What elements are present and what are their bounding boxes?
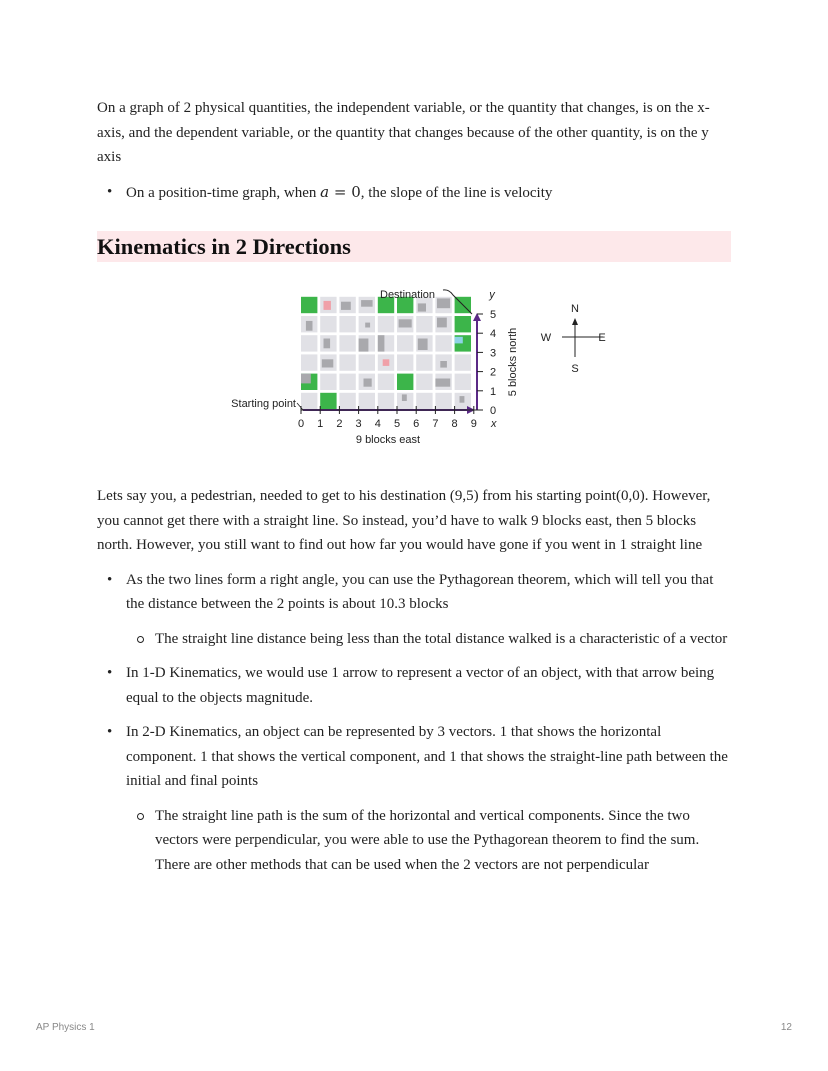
building — [301, 374, 311, 384]
building — [341, 302, 351, 310]
x-tick-label: 0 — [297, 418, 305, 430]
intro-list — [97, 180, 731, 206]
sub-list-2 — [97, 804, 731, 878]
x-tick-label: 8 — [451, 418, 458, 430]
grid-block — [416, 316, 432, 332]
grid-block — [416, 393, 432, 409]
grid-block — [378, 393, 394, 409]
x-axis-variable: x — [491, 418, 497, 430]
compass-s: S — [571, 363, 579, 375]
y-tick-label: 2 — [489, 366, 497, 379]
grid-block — [435, 335, 451, 351]
y-tick-label: 3 — [489, 347, 497, 360]
body-list — [97, 568, 731, 617]
grid-block — [320, 316, 336, 332]
grid-block — [378, 316, 394, 332]
y-tick-label: 0 — [489, 405, 497, 417]
park-block — [397, 374, 413, 390]
vector-characteristic-subbullet: The straight line distance being less than the total distance walked is a characteristic of a vector — [97, 627, 731, 652]
y-axis-variable: y — [489, 289, 495, 301]
city-grid-figure — [97, 283, 731, 479]
park-block — [301, 297, 317, 313]
math-variable: a — [320, 182, 330, 201]
y-tick-label: 1 — [489, 385, 497, 398]
intro-paragraph: On a graph of 2 physical quantities, the independent variable, or the quantity that changes, is on the x-axis, and the dependent variable, or the quantity that changes because of the other quantity, is on the y axis — [97, 100, 710, 165]
x-tick-label: 9 — [470, 418, 477, 430]
grid-block — [339, 374, 355, 390]
building — [460, 396, 465, 403]
footer-page-number: 12 — [780, 1022, 792, 1033]
compass-north-arrow-icon — [572, 318, 578, 325]
x-tick-label: 4 — [374, 418, 381, 430]
grid-block — [320, 374, 336, 390]
y-tick-label: 4 — [489, 328, 497, 341]
grid-block — [339, 354, 355, 370]
building — [435, 379, 450, 387]
x-tick-label: 3 — [355, 418, 362, 430]
building — [365, 323, 370, 328]
x-tick-label: 2 — [336, 418, 343, 430]
body-paragraph: Lets say you, a pedestrian, needed to get to his destination (9,5) from his starting point(0,0). However, you cannot get there with a straight line. So instead, you’d have to walk 9 blocks east, then 5 blocks north. However, you still want to find out how far you would have gone if you went in 1 straight line — [97, 488, 711, 553]
compass-n: N — [571, 303, 579, 315]
y-axis — [477, 309, 496, 417]
starting-point-label: Starting point — [231, 398, 296, 410]
building — [306, 321, 313, 331]
vector-sum-subbullet: The straight line path is the sum of the horizontal and vertical components. Since the two vectors were perpendicular, you were able to use the Pythagorean theorem to find the sum. There are other methods that can be used when the 2 vectors are not perpendicular — [97, 804, 731, 878]
x-axis-caption: 9 blocks east — [355, 434, 421, 446]
destination-label: Destination — [380, 289, 436, 301]
intro-bullet — [97, 180, 731, 206]
building — [324, 339, 331, 349]
grid-block — [416, 374, 432, 390]
grid-block — [359, 354, 375, 370]
body-list-2 — [97, 661, 731, 710]
building — [361, 300, 373, 307]
two-d-kinematics-bullet: • In 2-D Kinematics, an object can be represented by 3 vectors. 1 that shows the horizontal component. 1 that shows the vertical component, and 1 that shows the straight-line path between the initial and final points — [97, 720, 731, 794]
compass-w: W — [540, 332, 552, 344]
grid-block — [301, 393, 317, 409]
body-list-3 — [97, 720, 731, 794]
compass-rose — [541, 303, 606, 375]
bullet-text-after: , the slope of the line is velocity — [360, 184, 553, 201]
building — [383, 359, 390, 366]
grid-block — [455, 354, 471, 370]
grid-block — [397, 354, 413, 370]
grid-block — [435, 393, 451, 409]
grid-block — [455, 374, 471, 390]
building — [378, 335, 385, 351]
bullet-text-before: On a position-time graph, when — [126, 184, 321, 201]
grid-block — [301, 354, 317, 370]
x-tick-label: 6 — [413, 418, 420, 430]
x-axis — [298, 406, 479, 430]
section-heading: Kinematics in 2 Directions — [97, 231, 731, 262]
compass-e: E — [598, 332, 606, 344]
building — [364, 379, 372, 387]
sub-list-1 — [97, 627, 731, 652]
y-axis-caption: 5 blocks north — [507, 327, 519, 397]
grid-block — [416, 354, 432, 370]
grid-block — [359, 393, 375, 409]
page-content — [97, 96, 731, 877]
x-tick-label: 5 — [393, 418, 401, 430]
y-tick-label: 5 — [489, 309, 497, 321]
building — [399, 319, 412, 327]
one-d-kinematics-bullet: • In 1-D Kinematics, we would use 1 arrow to represent a vector of an object, with that arrow being equal to the objects magnitude. — [97, 661, 731, 710]
building — [324, 301, 331, 310]
building — [437, 298, 450, 308]
grid-block — [339, 335, 355, 351]
park-block — [320, 393, 336, 409]
building — [437, 318, 447, 328]
grid-block — [339, 393, 355, 409]
grid-cells — [301, 297, 471, 409]
footer-course-title: AP Physics 1 — [36, 1022, 95, 1033]
building — [418, 303, 426, 311]
building — [359, 339, 369, 352]
building — [418, 339, 428, 351]
building — [322, 359, 334, 367]
grid-block — [339, 316, 355, 332]
x-tick-label: 7 — [432, 418, 439, 430]
x-tick-label: 1 — [317, 418, 324, 430]
building — [440, 361, 447, 368]
grid-block — [378, 374, 394, 390]
math-equation: = 0 — [329, 182, 361, 201]
grid-block — [301, 335, 317, 351]
building — [402, 394, 407, 401]
building — [455, 337, 463, 344]
grid-block — [397, 335, 413, 351]
figure-svg — [97, 283, 731, 479]
pythagorean-bullet: • As the two lines form a right angle, you can use the Pythagorean theorem, which will tell you that the distance between the 2 points is about 10.3 blocks — [97, 568, 731, 617]
park-block — [455, 316, 471, 332]
